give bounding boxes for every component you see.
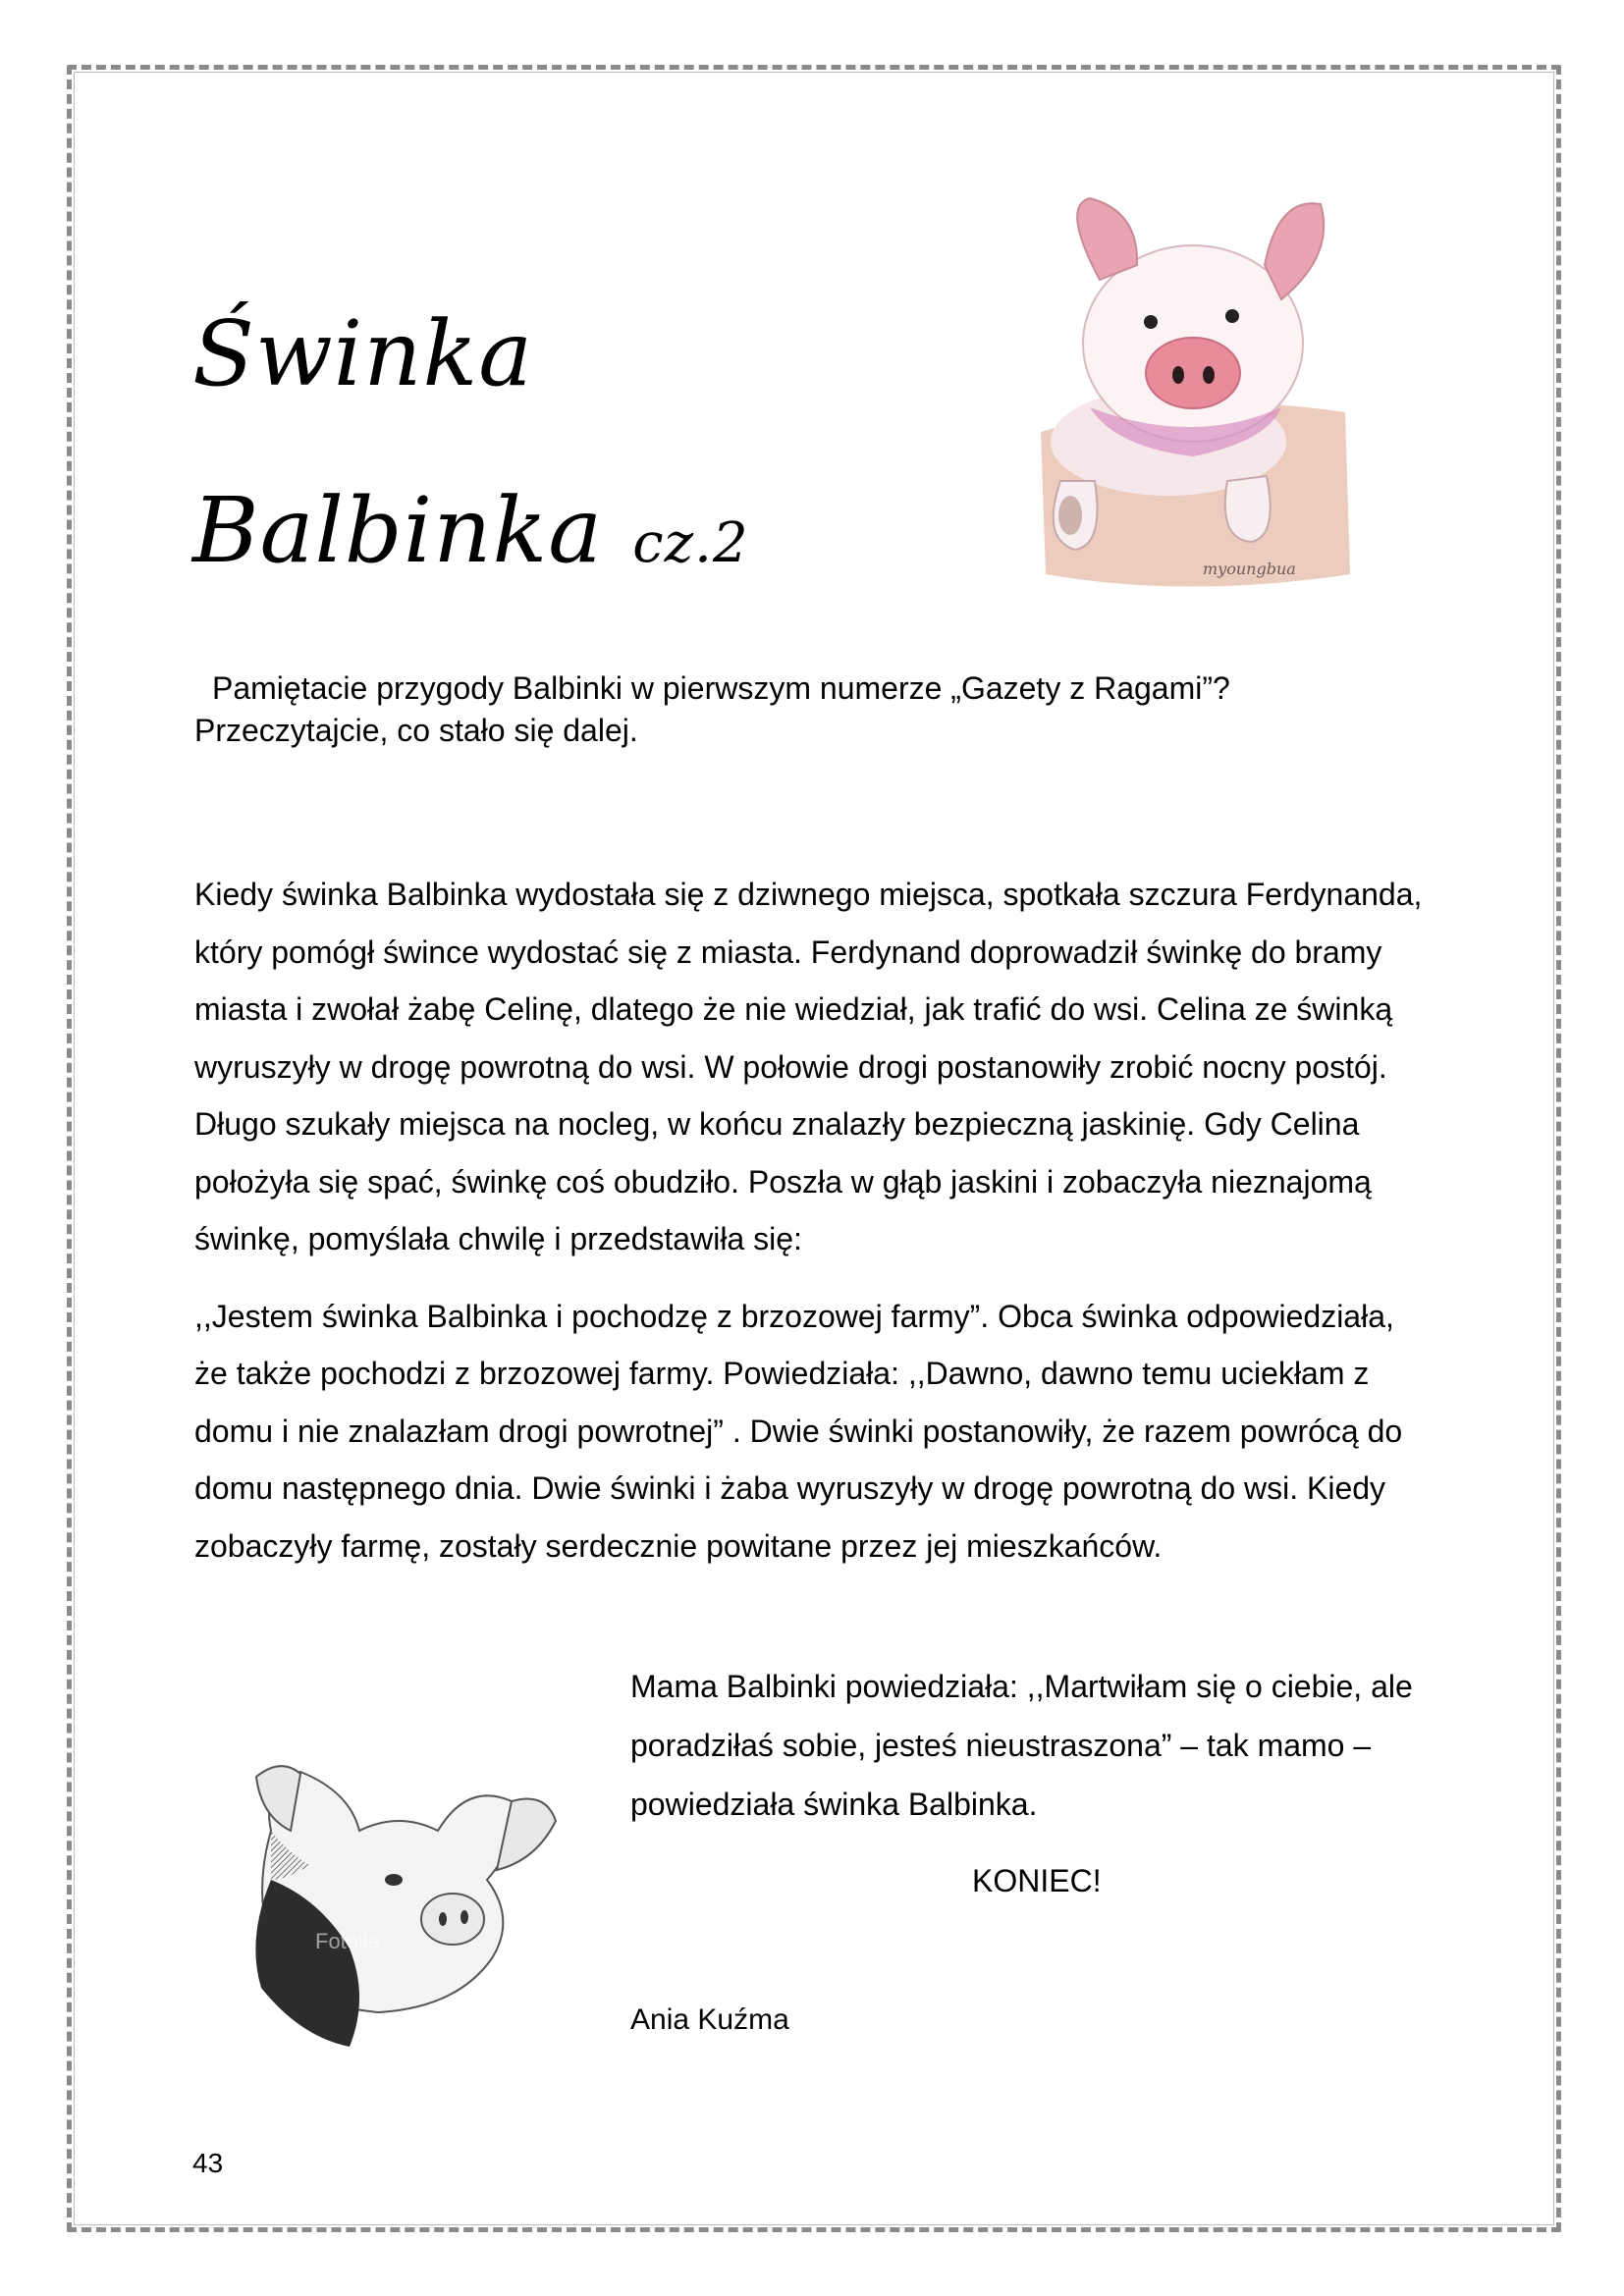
title-part-label: cz.2	[632, 511, 749, 575]
author-name: Ania Kuźma	[630, 2003, 789, 2036]
story-paragraph-2: ,,Jestem świnka Balbinka i pochodzę z brzozowej farmy”. Obca świnka odpowiedziała, że także pochodzi z brzozowej farmy. Powiedziała: ,,Dawno, dawno temu uciekłam z domu i nie znalazłam drogi powrotnej” . Dwie świnki postanowiły, że razem powrócą do domu następnego dnia. Dwie świnki i żaba wyruszyły w drogę powrotną do wsi. Kiedy zobaczyły farmę, zostały serdecznie powitane przez jej mieszkańców.	[194, 1298, 1403, 1564]
story-paragraph-3-block	[630, 1657, 1445, 1834]
title-line-2	[192, 478, 749, 583]
intro-text	[194, 667, 1373, 752]
title-line-1: Świnka	[192, 301, 534, 406]
page-number: 43	[192, 2148, 224, 2178]
story-text	[194, 866, 1432, 1594]
watercolor-pig-illustration	[1021, 187, 1360, 609]
title-line-2-main: Balbinka	[192, 478, 604, 583]
story-paragraph-3: Mama Balbinki powiedziała: ,,Martwiłam się o ciebie, ale poradziłaś sobie, jesteś nieustraszona” – tak mamo – powiedziała świnka Balbinka.	[630, 1669, 1413, 1822]
sketch-pig-illustration	[232, 1762, 566, 2056]
intro-line-1: Pamiętacie przygody Balbinki w pierwszym numerze „Gazety z Ragami”?	[212, 670, 1230, 706]
illustration-signature: myoungbua	[1203, 560, 1296, 578]
story-paragraph-1: Kiedy świnka Balbinka wydostała się z dziwnego miejsca, spotkała szczura Ferdynanda, który pomógł śwince wydostać się z miasta. Ferdynand doprowadził świnkę do bramy miasta i zwołał żabę Celinę, dlatego że nie wiedział, jak trafić do wsi. Celina ze świnką wyruszyły w drogę powrotną do wsi. W połowie drogi postanowiły zrobić nocny postój. Długo szukały miejsca na nocleg, w końcu znalazły bezpieczną jaskinię. Gdy Celina położyła się spać, świnkę coś obudziło. Poszła w głąb jaskini i zobaczyła nieznajomą świnkę, pomyślała chwilę i przedstawiła się:	[194, 877, 1423, 1256]
ending-text: KONIEC!	[972, 1863, 1102, 1898]
sketch-watermark: Fotolia	[315, 1929, 381, 1953]
intro-line-2: Przeczytajcie, co stało się dalej.	[194, 713, 638, 748]
